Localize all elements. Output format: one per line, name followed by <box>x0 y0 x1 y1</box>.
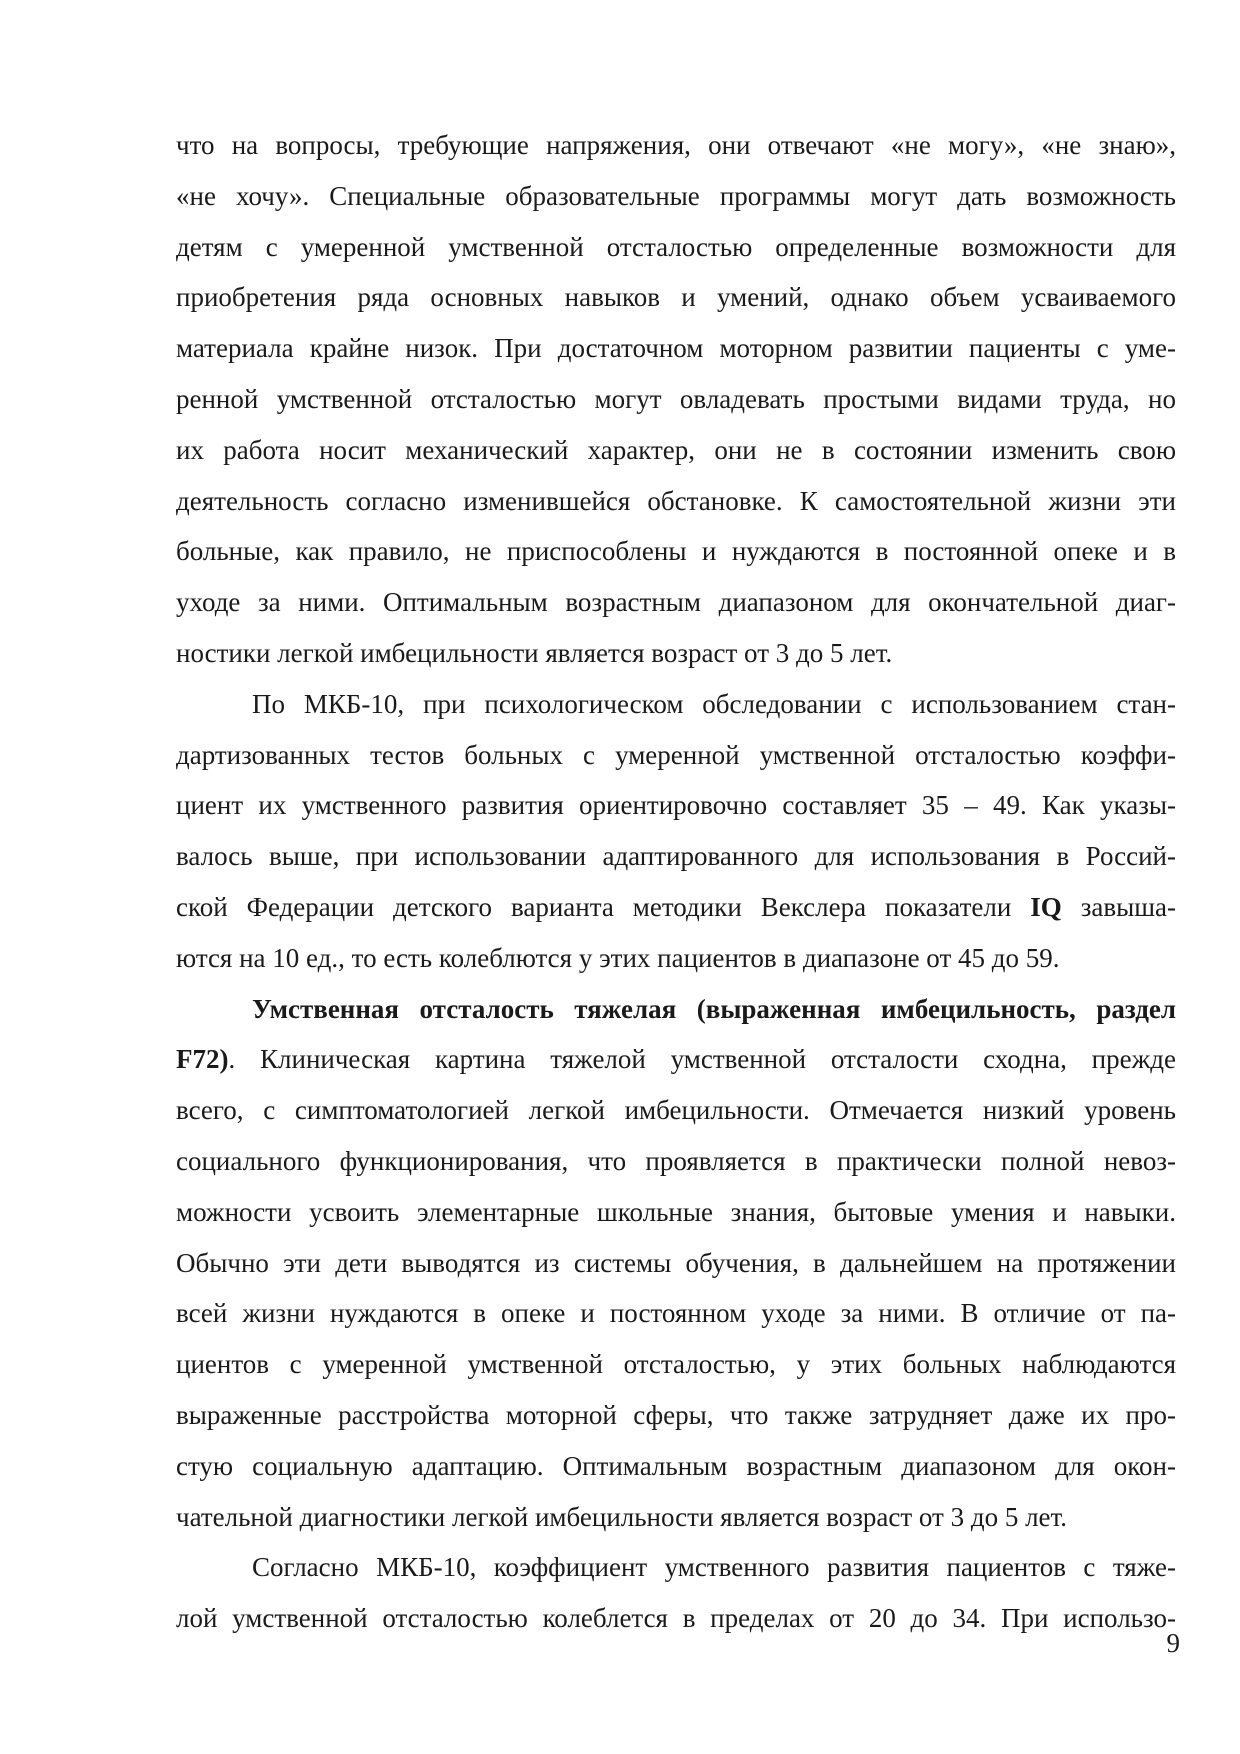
section-heading: Умственная отсталость тяжелая (выраженная имбецильность, раздел <box>252 993 1176 1024</box>
text-line: ностики легкой имбецильности является возраст от 3 до 5 лет. <box>176 637 893 668</box>
text-line: уходе за ними. Оптимальным возрастным диапазоном для окончательной диаг- <box>176 587 1176 618</box>
text-line: лой умственной отсталостью колеблется в пределах от 20 до 34. При использо- <box>176 1603 1176 1634</box>
text-line: Обычно эти дети выводятся из системы обучения, в дальнейшем на протяжении <box>176 1247 1176 1278</box>
text-line: можности усвоить элементарные школьные знания, бытовые умения и навыки. <box>176 1196 1176 1227</box>
text-line: всей жизни нуждаются в опеке и постоянном уходе за ними. В отличие от па- <box>176 1298 1176 1329</box>
text-line: дартизованных тестов больных с умеренной умственной отсталостью коэффи- <box>176 739 1176 770</box>
text-line: что на вопросы, требующие напряжения, они отвечают «не могу», «не знаю», <box>176 130 1176 160</box>
text-line: больные, как правило, не приспособлены и нуждаются в постоянной опеке и в <box>176 536 1176 567</box>
text-line: циентов с умеренной умственной отсталостью, у этих больных наблюдаются <box>176 1349 1176 1380</box>
text-line: валось выше, при использовании адаптированного для использования в Россий- <box>176 841 1176 872</box>
section-code: F72) <box>176 1044 229 1075</box>
section-heading-line <box>176 984 1176 1035</box>
page-number: 9 <box>1166 1628 1180 1658</box>
text-line: материала крайне низок. При достаточном моторном развитии пациенты с уме- <box>176 333 1176 364</box>
text-line-with-iq <box>176 882 1176 933</box>
body-text <box>176 120 1176 1644</box>
text-line: их работа носит механический характер, они не в состоянии изменить свою <box>176 434 1176 465</box>
text-segment: ской Федерации детского варианта методики Векслера показатели <box>176 891 1012 922</box>
text-line: стую социальную адаптацию. Оптимальным возрастным диапазоном для окон- <box>176 1450 1176 1481</box>
text-line: деятельность согласно изменившейся обстановке. К самостоятельной жизни эти <box>176 485 1176 516</box>
text-line: выраженные расстройства моторной сферы, что также затрудняет даже их про- <box>176 1399 1176 1430</box>
iq-bold-term: IQ <box>1030 891 1062 922</box>
paragraph-start-line: Согласно МКБ-10, коэффициент умственного развития пациентов с тяже- <box>252 1552 1176 1583</box>
text-line-with-code <box>176 1034 1176 1085</box>
text-line: ются на 10 ед., то есть колеблются у этих пациентов в диапазоне от 45 до 59. <box>176 942 1060 973</box>
text-line: всего, с симптоматологией легкой имбецильности. Отмечается низкий уровень <box>176 1095 1176 1126</box>
text-line: ренной умственной отсталостью могут овладевать простыми видами труда, но <box>176 383 1176 414</box>
paragraph-start-line: По МКБ-10, при психологическом обследовании с использованием стан- <box>252 688 1176 719</box>
text-line: социального функционирования, что проявляется в практически полной невоз- <box>176 1145 1176 1176</box>
text-line: детям с умеренной умственной отсталостью определенные возможности для <box>176 231 1176 262</box>
text-segment: завыша- <box>1080 891 1177 922</box>
text-line: чательной диагностики легкой имбецильности является возраст от 3 до 5 лет. <box>176 1501 1068 1532</box>
text-line: «не хочу». Специальные образовательные программы могут дать возможность <box>176 180 1176 211</box>
text-line: циент их умственного развития ориентировочно составляет 35 – 49. Как указы- <box>176 790 1176 821</box>
text-line: приобретения ряда основных навыков и умений, однако объем усваиваемого <box>176 282 1176 313</box>
text-segment: . Клиническая картина тяжелой умственной отсталости сходна, прежде <box>228 1044 1176 1075</box>
